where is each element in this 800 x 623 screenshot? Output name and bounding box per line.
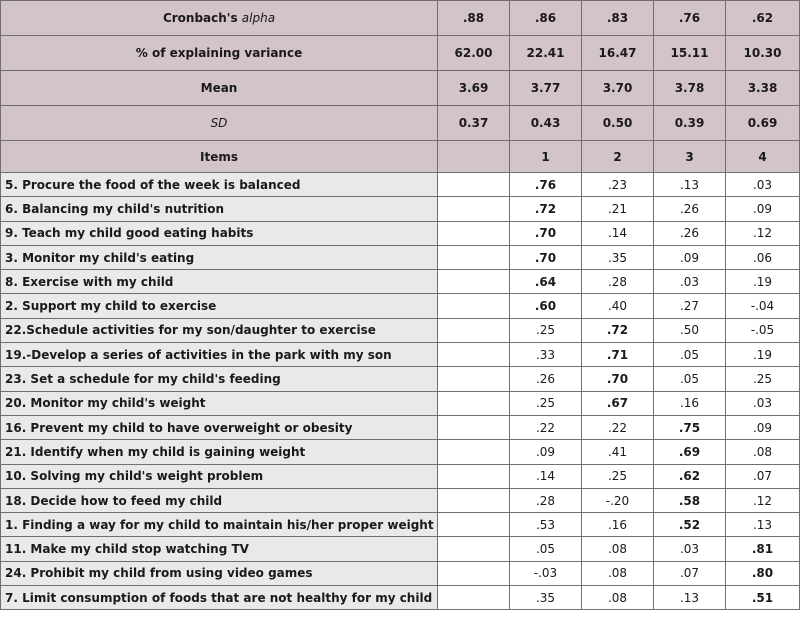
table-row <box>1 415 800 439</box>
empty-cell <box>438 415 510 439</box>
table-row <box>1 537 800 561</box>
loading-cell: .52 <box>654 513 726 537</box>
table-row <box>1 270 800 294</box>
table-row <box>1 586 800 610</box>
loading-cell: .26 <box>654 221 726 245</box>
loading-cell: .03 <box>654 537 726 561</box>
empty-cell <box>438 221 510 245</box>
row-label: Mean <box>1 71 438 106</box>
loading-cell: .05 <box>654 343 726 367</box>
row-label: SD <box>1 106 438 141</box>
loading-cell: .05 <box>654 367 726 391</box>
item-label: 5. Procure the food of the week is balanced <box>1 173 438 197</box>
empty-cell <box>438 173 510 197</box>
cell-value: 62.00 <box>438 36 510 71</box>
empty-cell <box>438 294 510 318</box>
empty-cell <box>438 537 510 561</box>
loading-cell: .26 <box>510 367 582 391</box>
loading-cell: .53 <box>510 513 582 537</box>
loading-cell: .35 <box>510 586 582 610</box>
table-row <box>1 391 800 415</box>
loading-cell: .33 <box>510 343 582 367</box>
cell-value: 3.77 <box>510 71 582 106</box>
item-label: 11. Make my child stop watching TV <box>1 537 438 561</box>
empty-cell <box>438 440 510 464</box>
loading-cell: .19 <box>726 270 800 294</box>
item-label: 16. Prevent my child to have overweight or obesity <box>1 415 438 439</box>
cell-value: 22.41 <box>510 36 582 71</box>
loading-cell: .14 <box>582 221 654 245</box>
item-label: 6. Balancing my child's nutrition <box>1 197 438 221</box>
loading-cell: .13 <box>726 513 800 537</box>
table-row <box>1 464 800 488</box>
loading-cell: .62 <box>654 464 726 488</box>
table-row <box>1 561 800 585</box>
table-row <box>1 245 800 269</box>
empty-cell <box>438 391 510 415</box>
loading-cell: .13 <box>654 173 726 197</box>
loading-cell: .07 <box>654 561 726 585</box>
loading-cell: .12 <box>726 488 800 512</box>
loading-cell: .19 <box>726 343 800 367</box>
table-body <box>1 1 800 610</box>
loading-cell: .09 <box>654 245 726 269</box>
factor-header: 3 <box>654 141 726 173</box>
cell-value: .62 <box>726 1 800 36</box>
loading-cell: .27 <box>654 294 726 318</box>
loading-cell: .03 <box>654 270 726 294</box>
loading-cell: .51 <box>726 586 800 610</box>
loading-cell: .16 <box>654 391 726 415</box>
loading-cell: .70 <box>582 367 654 391</box>
table-row <box>1 318 800 342</box>
empty-cell <box>438 513 510 537</box>
empty-cell <box>438 367 510 391</box>
loading-cell: .25 <box>726 367 800 391</box>
loading-cell: .07 <box>726 464 800 488</box>
cell-value: 0.69 <box>726 106 800 141</box>
cell-value: 0.37 <box>438 106 510 141</box>
loading-cell: .22 <box>510 415 582 439</box>
loading-cell: .50 <box>654 318 726 342</box>
item-label: 22.Schedule activities for my son/daughter to exercise <box>1 318 438 342</box>
loading-cell: .13 <box>654 586 726 610</box>
loading-cell: -.20 <box>582 488 654 512</box>
cell-value: 16.47 <box>582 36 654 71</box>
item-label: 2. Support my child to exercise <box>1 294 438 318</box>
loading-cell: .21 <box>582 197 654 221</box>
loading-cell: .09 <box>726 415 800 439</box>
loading-cell: .23 <box>582 173 654 197</box>
empty-cell <box>438 197 510 221</box>
factor-header: 1 <box>510 141 582 173</box>
loading-cell: .76 <box>510 173 582 197</box>
loading-cell: -.04 <box>726 294 800 318</box>
loading-cell: .80 <box>726 561 800 585</box>
item-label: 1. Finding a way for my child to maintain his/her proper weight <box>1 513 438 537</box>
loading-cell: .08 <box>582 586 654 610</box>
cell-value: 3.38 <box>726 71 800 106</box>
item-label: 10. Solving my child's weight problem <box>1 464 438 488</box>
loading-cell: .22 <box>582 415 654 439</box>
loading-cell: .03 <box>726 391 800 415</box>
loading-cell: .09 <box>726 197 800 221</box>
loading-cell: .58 <box>654 488 726 512</box>
loading-cell: .70 <box>510 221 582 245</box>
cell-value: 3.78 <box>654 71 726 106</box>
cell-value <box>438 141 510 173</box>
loading-cell: .26 <box>654 197 726 221</box>
loading-cell: .25 <box>510 391 582 415</box>
table-row <box>1 221 800 245</box>
item-label: 8. Exercise with my child <box>1 270 438 294</box>
item-label: 19.-Develop a series of activities in the park with my son <box>1 343 438 367</box>
loading-cell: .40 <box>582 294 654 318</box>
empty-cell <box>438 464 510 488</box>
empty-cell <box>438 318 510 342</box>
loading-cell: .71 <box>582 343 654 367</box>
loading-cell: .16 <box>582 513 654 537</box>
cell-value: 0.43 <box>510 106 582 141</box>
item-label: 7. Limit consumption of foods that are not healthy for my child <box>1 586 438 610</box>
loading-cell: .12 <box>726 221 800 245</box>
loading-cell: .05 <box>510 537 582 561</box>
table-row <box>1 343 800 367</box>
item-label: 9. Teach my child good eating habits <box>1 221 438 245</box>
loading-cell: .69 <box>654 440 726 464</box>
loading-cell: .41 <box>582 440 654 464</box>
mean-row <box>1 71 800 106</box>
loading-cell: .03 <box>726 173 800 197</box>
empty-cell <box>438 343 510 367</box>
empty-cell <box>438 586 510 610</box>
items-header-row <box>1 141 800 173</box>
row-label: Items <box>1 141 438 173</box>
loading-cell: .75 <box>654 415 726 439</box>
cell-value: 3.70 <box>582 71 654 106</box>
cell-value: 3.69 <box>438 71 510 106</box>
loading-cell: -.03 <box>510 561 582 585</box>
table-row <box>1 294 800 318</box>
table-row <box>1 488 800 512</box>
loading-cell: .70 <box>510 245 582 269</box>
loading-cell: .25 <box>582 464 654 488</box>
loading-cell: .28 <box>582 270 654 294</box>
loading-cell: .08 <box>726 440 800 464</box>
loading-cell: .14 <box>510 464 582 488</box>
factor-header: 2 <box>582 141 654 173</box>
cell-value: 0.39 <box>654 106 726 141</box>
row-label: Cronbach's alpha <box>1 1 438 36</box>
table-row <box>1 513 800 537</box>
table-row <box>1 197 800 221</box>
item-label: 20. Monitor my child's weight <box>1 391 438 415</box>
cell-value: .76 <box>654 1 726 36</box>
explained-variance-row <box>1 36 800 71</box>
item-label: 21. Identify when my child is gaining weight <box>1 440 438 464</box>
empty-cell <box>438 488 510 512</box>
loading-cell: -.05 <box>726 318 800 342</box>
item-label: 3. Monitor my child's eating <box>1 245 438 269</box>
loading-cell: .72 <box>582 318 654 342</box>
sd-row <box>1 106 800 141</box>
factor-header: 4 <box>726 141 800 173</box>
table-row <box>1 440 800 464</box>
item-label: 18. Decide how to feed my child <box>1 488 438 512</box>
cronbach-alpha-row <box>1 1 800 36</box>
loading-cell: .08 <box>582 537 654 561</box>
loading-cell: .35 <box>582 245 654 269</box>
loading-cell: .60 <box>510 294 582 318</box>
table-row <box>1 173 800 197</box>
loading-cell: .08 <box>582 561 654 585</box>
cell-value: 0.50 <box>582 106 654 141</box>
table-row <box>1 367 800 391</box>
item-label: 24. Prohibit my child from using video games <box>1 561 438 585</box>
empty-cell <box>438 270 510 294</box>
empty-cell <box>438 245 510 269</box>
item-label: 23. Set a schedule for my child's feeding <box>1 367 438 391</box>
cell-value: .88 <box>438 1 510 36</box>
loading-cell: .06 <box>726 245 800 269</box>
row-label: % of explaining variance <box>1 36 438 71</box>
loading-cell: .09 <box>510 440 582 464</box>
loading-cell: .81 <box>726 537 800 561</box>
loading-cell: .72 <box>510 197 582 221</box>
loading-cell: .25 <box>510 318 582 342</box>
loading-cell: .67 <box>582 391 654 415</box>
empty-cell <box>438 561 510 585</box>
loading-cell: .64 <box>510 270 582 294</box>
cell-value: 15.11 <box>654 36 726 71</box>
cell-value: .83 <box>582 1 654 36</box>
cell-value: 10.30 <box>726 36 800 71</box>
loading-cell: .28 <box>510 488 582 512</box>
cell-value: .86 <box>510 1 582 36</box>
